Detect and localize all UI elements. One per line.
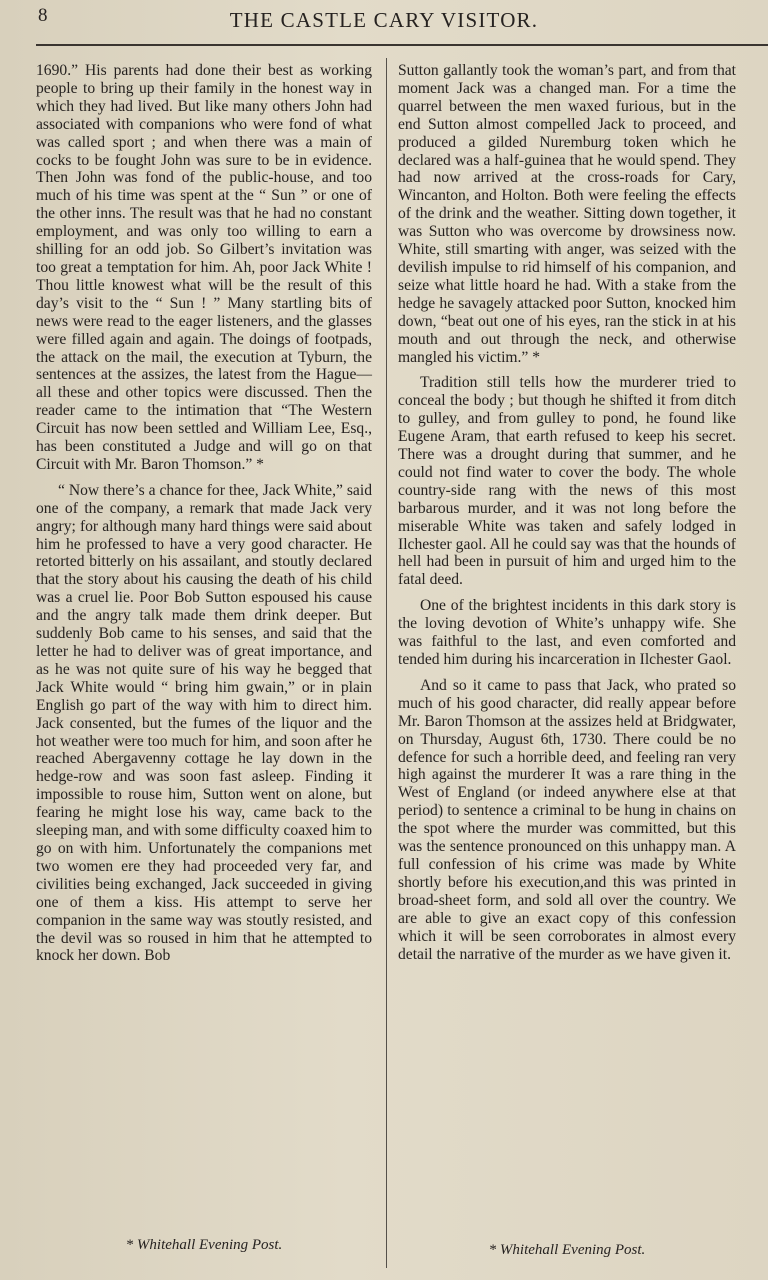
column-divider: [386, 58, 387, 1268]
publication-title: THE CASTLE CARY VISITOR.: [229, 8, 539, 32]
right-footnote: * Whitehall Evening Post.: [488, 1242, 646, 1258]
page-number: 8: [38, 5, 48, 26]
page-header: [0, 0, 768, 44]
left-footnote: * Whitehall Evening Post.: [125, 1237, 283, 1253]
right-paragraph-2: Tradition still tells how the murderer tried to conceal the body ; but though he shifted it from ditch to gulley, and from gulley to pond, he found like Eugene Aram, that earth refused to keep his secret. There was a drought during that summer, and he could not find water to cover the body. The whole country-side rang with the news of this most barbarous murder, and it was not long before the miserable White was taken and safely lodged in Ilchester gaol. All he could say was that the hounds of hell had been in pursuit of him and urged him to the fatal deed.: [398, 374, 736, 589]
right-paragraph-4: And so it came to pass that Jack, who prated so much of his good character, did really appear before Mr. Baron Thomson at the assizes held at Bridgwater, on Thursday, August 6th, 1730. There could be no defence for such a horrible deed, and feeling ran very high against the murderer It was a rare thing in the West of England (or indeed anywhere else at that period) to sentence a criminal to be hung in chains on the spot where the murder was committed, but this was the sentence pronounced on this unhappy man. A full confession of his crime was made by White shortly before his execution,and this was printed in broad-sheet form, and sold all over the country. We are able to give an exact copy of this confession which it will be seen corroborates in almost every detail the narrative of the murder as we have given it.: [398, 676, 736, 963]
right-paragraph-3: One of the brightest incidents in this dark story is the loving devotion of White’s unhappy wife. She was faithful to the last, and even comforted and tended him during his incarceration in Ilchester Gaol.: [398, 597, 736, 668]
left-paragraph-2: “ Now there’s a chance for thee, Jack White,” said one of the company, a remark that made Jack very angry; for although many hard things were said about him he professed to have a very good character. He retorted bitterly on his assailant, and stoutly declared that the story about his causing the death of his child was a cruel lie. Poor Bob Sutton espoused his cause and the angry talk made them drink deeper. But suddenly Bob came to his senses, and said that the letter he had to deliver was of great importance, and as he was not quite sure of his way he begged that Jack White would “ bring him gwain,” or in plain English go part of the way with him to direct him. Jack consented, but the fumes of the liquor and the hot weather were too much for him, and soon after he reached Abergavenny cottage he lay down in the hedge-row and was soon fast asleep. Finding it impossible to rouse him, Sutton went on alone, but fearing he might lose his way, came back to the sleeping man, and with some difficulty coaxed him to go on with him. Unfortunately the companions met two women ere they had proceeded very far, and civilities being exchanged, Jack succeeded in giving one of them a kiss. His attempt to serve her companion in the same way was stoutly resisted, and the devil was so roused in him that he attempted to knock her down. Bob: [36, 481, 372, 965]
left-paragraph-1: 1690.” His parents had done their best as working people to bring up their family in the honest way in which they had lived. But like many others John had associated with companions who were fond of what was called sport ; and when there was a main of cocks to be fought John was sure to be in evidence. Then John was fond of the public-house, and too much of his time was spent at the “ Sun ” or one of the other inns. The result was that he had no constant employment, and was only too willing to earn a shilling for an odd job. So Gilbert’s invitation was too great a temptation for him. Ah, poor Jack White ! Thou little knowest what will be the result of this day’s visit to the “ Sun ! ” Many startling bits of news were read to the eager listeners, and the glasses were filled again and again. The doings of footpads, the attack on the mail, the execution at Tyburn, the sentences at the assizes, the latest from the Hague—all these and other topics were discussed. Then the reader came to the intimation that “The Western Circuit has now been settled and William Lee, Esq., has been constituted a Judge and will go on that Circuit with Mr. Baron Thomson.” *: [36, 62, 372, 473]
left-column: [36, 62, 372, 973]
header-rule: [36, 44, 768, 46]
right-paragraph-1: Sutton gallantly took the woman’s part, and from that moment Jack was a changed man. For a time the quarrel between the men waxed furious, but in the end Sutton almost compelled Jack to proceed, and produced a gilded Nuremburg token which he declared was a half-guinea that he would spend. They had now arrived at the cross-roads for Cary, Wincanton, and Holton. Both were feeling the effects of the drink and the weather. Sitting down together, it was Sutton who was overcome by drowsiness now. White, still smarting with anger, was seized with the devilish impulse to rid himself of his companion, and seize what little hoard he had. With a stake from the hedge he savagely attacked poor Sutton, knocked him down, “beat out one of his eyes, ran the stick in at his mouth and out through the neck, and otherwise mangled his victim.” *: [398, 62, 736, 366]
right-column: [398, 62, 736, 971]
